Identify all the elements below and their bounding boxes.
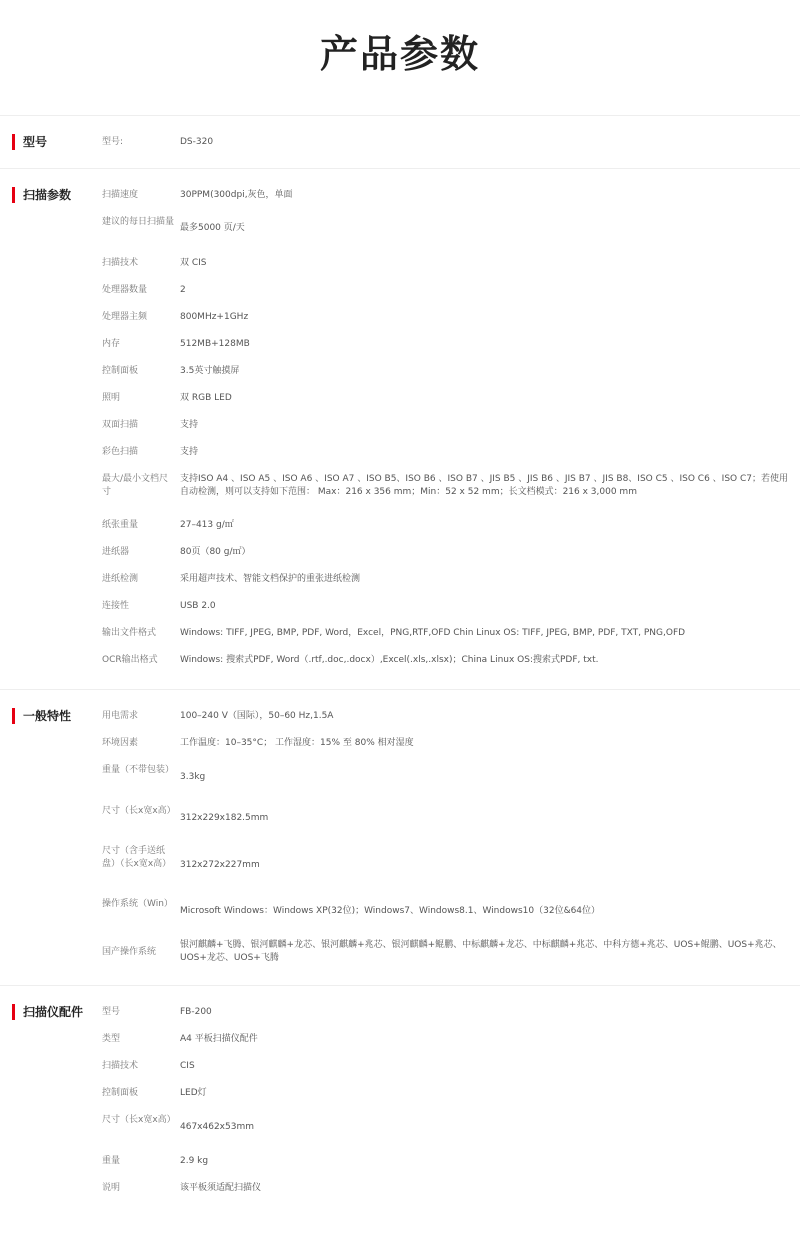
spec-value: 最多5000 页/天 [180, 223, 245, 233]
spec-value: USB 2.0 [180, 601, 216, 611]
spec-label: 操作系统（Win） [102, 899, 173, 909]
spec-value: 双 RGB LED [180, 393, 232, 403]
spec-value: 支持 [180, 447, 199, 457]
spec-label: 进纸器 [102, 547, 130, 557]
spec-value: 银河麒麟+飞腾、银河麒麟+龙芯、银河麒麟+兆芯、银河麒麟+鲲鹏、中标麒麟+龙芯、中标麒麟+兆芯、中科方德+兆芯、UOS+鲲鹏、UOS+兆芯、UOS+龙芯、UOS+飞腾 [180, 940, 782, 963]
spec-label: 国产操作系统 [102, 947, 157, 957]
spec-value: 3.3kg [180, 772, 206, 782]
spec-value: CIS [180, 1061, 195, 1071]
spec-label: 纸张重量 [102, 520, 139, 530]
divider [0, 168, 800, 169]
spec-label: 尺寸（长x宽x高） [102, 1115, 176, 1125]
spec-label: 输出文件格式 [102, 628, 157, 638]
section-title: 扫描仪配件 [12, 1004, 83, 1020]
spec-value: 2.9 kg [180, 1156, 209, 1166]
spec-label: 扫描速度 [102, 190, 139, 200]
spec-label: 双面扫描 [102, 420, 139, 430]
spec-label: 重量 [102, 1156, 121, 1166]
page-title: 产品参数 [319, 32, 480, 76]
spec-value: 80页（80 g/㎡） [180, 547, 251, 557]
spec-value: 支持ISO A4 、ISO A5 、ISO A6 、ISO A7 、ISO B5、ISO B6 、ISO B7 、JIS B5 、JIS B6 、JIS B7 、JIS B8、ISO C5 、ISO C6 、ISO C7；若使用自动检测，则可以支持如下范围： Max：216 x 356 mm；Min：52 x 52 mm；长文档模式：216 x 3,000 mm [180, 474, 788, 497]
divider [0, 985, 800, 986]
spec-value: 3.5英寸触摸屏 [180, 366, 240, 376]
spec-label: 控制面板 [102, 366, 139, 376]
spec-value: 2 [180, 285, 186, 295]
spec-value: 312x229x182.5mm [180, 813, 269, 823]
spec-value: 800MHz+1GHz [180, 312, 249, 322]
divider [0, 115, 800, 116]
spec-value: Windows: 搜索式PDF, Word（.rtf,.doc,.docx）,Excel(.xls,.xlsx)；China Linux OS:搜索式PDF, txt. [180, 655, 599, 665]
spec-value: FB-200 [180, 1007, 212, 1017]
spec-label: 重量（不带包装） [102, 765, 175, 775]
spec-value: 100–240 V（国际），50–60 Hz,1.5A [180, 711, 334, 721]
spec-value: 312x272x227mm [180, 860, 260, 870]
spec-value: DS-320 [180, 137, 214, 147]
spec-value: Microsoft Windows：Windows XP(32位)；Windows7、Windows8.1、Windows10（32位&64位） [180, 906, 601, 916]
spec-label: OCR输出格式 [102, 655, 158, 665]
spec-label: 连接性 [102, 601, 130, 611]
spec-value: LED灯 [180, 1088, 207, 1098]
spec-label: 型号 [102, 1007, 121, 1017]
spec-label: 处理器数量 [102, 285, 148, 295]
section-title: 扫描参数 [12, 187, 71, 203]
spec-value: A4 平板扫描仪配件 [180, 1034, 258, 1044]
spec-label: 控制面板 [102, 1088, 139, 1098]
section-title: 一般特性 [12, 708, 71, 724]
spec-label: 用电需求 [102, 711, 139, 721]
spec-value: 467x462x53mm [180, 1122, 254, 1132]
spec-label: 尺寸（长x宽x高） [102, 806, 176, 816]
spec-value: 512MB+128MB [180, 339, 250, 349]
spec-value: 27–413 g/㎡ [180, 520, 234, 530]
section-title: 型号 [12, 134, 47, 150]
spec-value: Windows: TIFF, JPEG, BMP, PDF, Word，Excel，PNG,RTF,OFD Chin Linux OS: TIFF, JPEG, BMP, PDF, TXT, PNG,OFD [180, 628, 686, 638]
spec-label: 型号: [102, 137, 124, 147]
spec-value: 采用超声技术、智能文档保护的重张进纸检测 [180, 574, 361, 584]
spec-label: 类型 [102, 1034, 121, 1044]
spec-label: 环境因素 [102, 738, 139, 748]
spec-value: 该平板须适配扫描仪 [180, 1183, 262, 1193]
spec-label: 最大/最小文档尺寸 [102, 474, 169, 497]
spec-label: 内存 [102, 339, 121, 349]
spec-label: 进纸检测 [102, 574, 139, 584]
spec-label: 彩色扫描 [102, 447, 139, 457]
spec-value: 工作温度：10–35°C； 工作湿度：15% 至 80% 相对湿度 [180, 738, 414, 748]
spec-value: 支持 [180, 420, 199, 430]
spec-label: 扫描技术 [102, 258, 139, 268]
spec-label: 说明 [102, 1183, 121, 1193]
spec-label: 扫描技术 [102, 1061, 139, 1071]
spec-label: 处理器主频 [102, 312, 148, 322]
spec-value: 30PPM(300dpi,灰色，单面 [180, 190, 293, 200]
spec-label: 尺寸（含手送纸盘）（长x宽x高） [102, 846, 172, 869]
divider [0, 689, 800, 690]
spec-label: 照明 [102, 393, 121, 403]
spec-value: 双 CIS [180, 258, 207, 268]
spec-label: 建议的每日扫描量 [102, 217, 175, 227]
